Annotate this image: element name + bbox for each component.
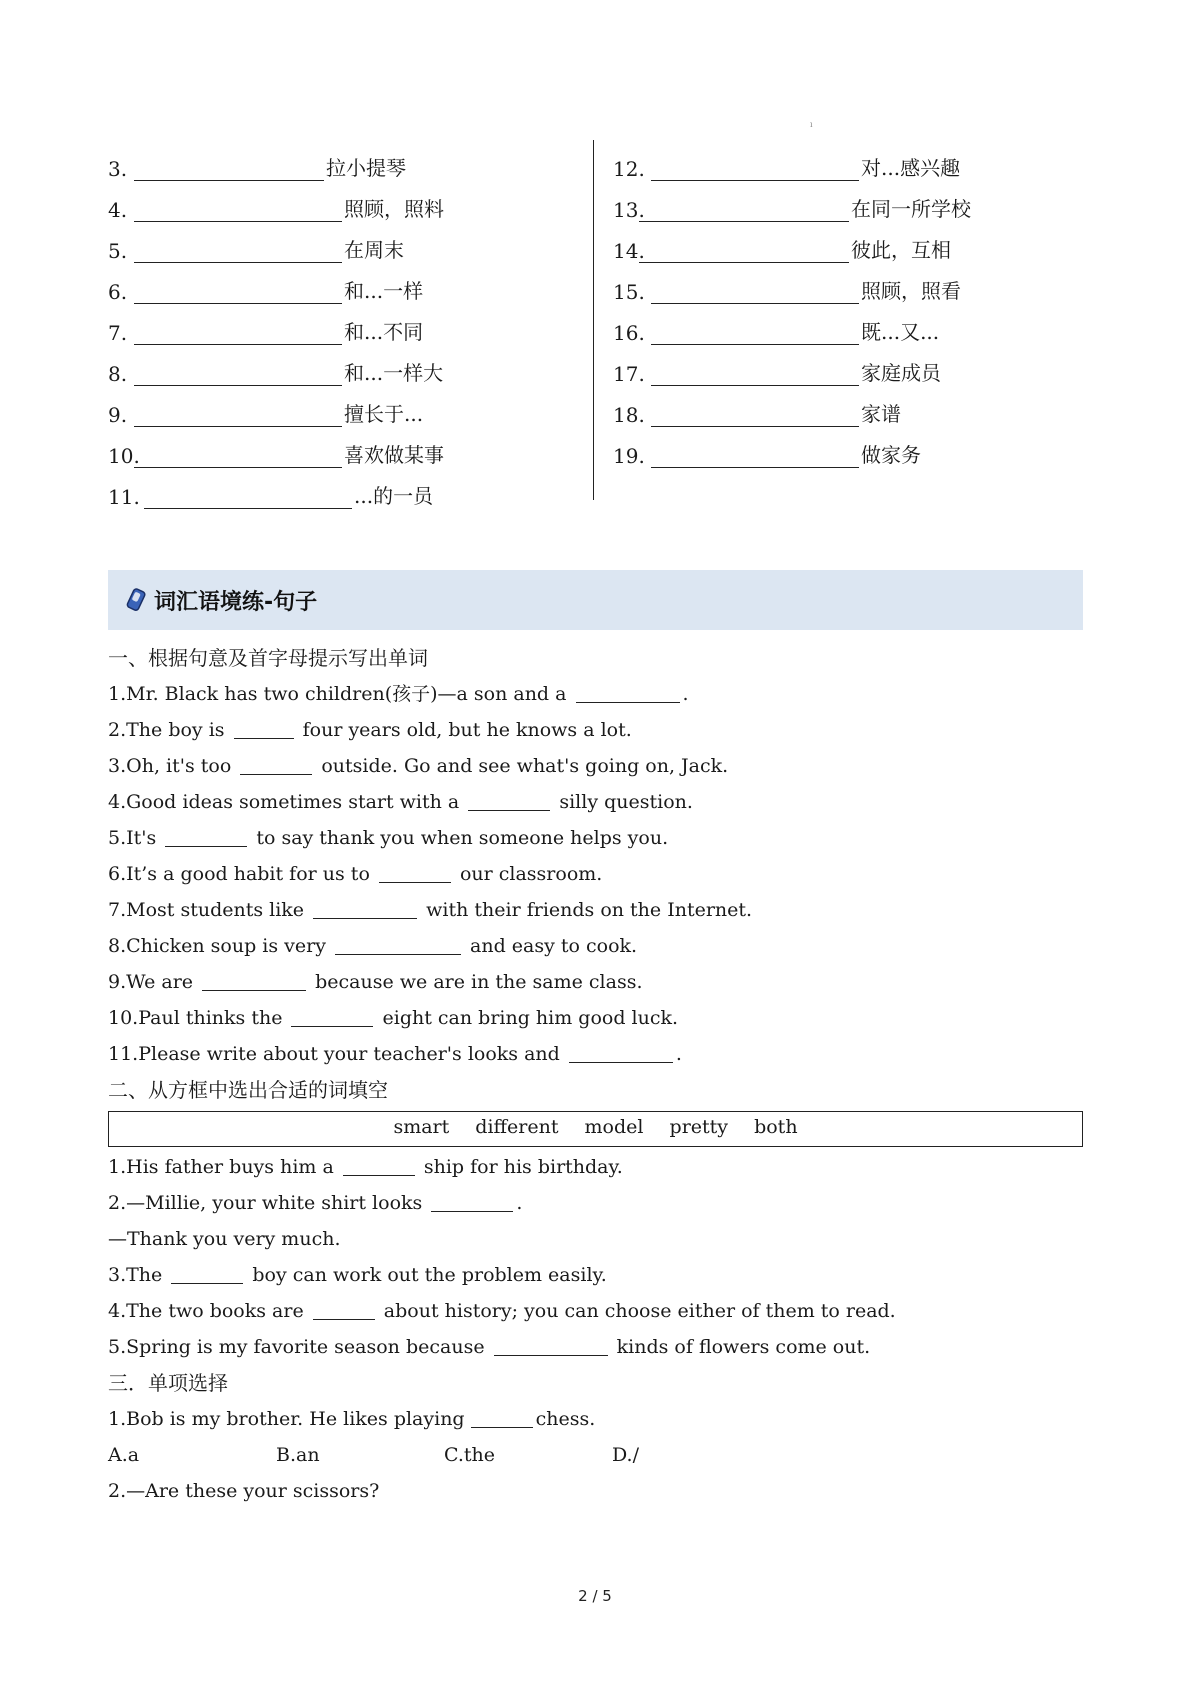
item-number: 4.: [108, 198, 128, 222]
question-text: 3.The: [108, 1264, 169, 1286]
question-line: [108, 892, 1083, 928]
vocab-row: [613, 345, 1083, 386]
question-line: 2.—Are these your scissors?: [108, 1480, 380, 1502]
item-number: 14.: [613, 239, 645, 263]
question-text: 2.The boy is: [108, 719, 231, 741]
chinese-meaning: 照顾，照料: [344, 197, 444, 221]
question-line: [108, 964, 1083, 1000]
vocab-right-column: [613, 140, 1083, 468]
question-line: [108, 1221, 1083, 1257]
answer-blank[interactable]: [651, 281, 859, 304]
question-text: 1.His father buys him a: [108, 1156, 340, 1178]
item-number: 16.: [613, 321, 645, 345]
vocab-row: [108, 345, 578, 386]
chinese-meaning: 拉小提琴: [326, 156, 406, 180]
question-text: 5.Spring is my favorite season because: [108, 1336, 491, 1358]
item-number: 12.: [613, 157, 645, 181]
vocab-row: [613, 304, 1083, 345]
question-text: —Thank you very much.: [108, 1228, 341, 1250]
item-number: 13.: [613, 198, 645, 222]
item-number: 6.: [108, 280, 128, 304]
question-line: [108, 1185, 1083, 1221]
question-line: [108, 928, 1083, 964]
item-number: 5.: [108, 239, 128, 263]
vocab-row: [613, 140, 1083, 181]
chinese-meaning: ...的一员: [354, 484, 434, 508]
question-text: 1.Bob is my brother. He likes playing: [108, 1408, 471, 1430]
question-text: boy can work out the problem easily.: [246, 1264, 607, 1286]
column-divider: [593, 140, 594, 500]
chinese-meaning: 对...感兴趣: [861, 156, 961, 180]
answer-blank[interactable]: [202, 968, 306, 991]
answer-blank[interactable]: [639, 199, 849, 222]
part1-heading: 一、根据句意及首字母提示写出单词: [108, 646, 428, 670]
answer-blank[interactable]: [379, 860, 451, 883]
question-line: [108, 676, 1083, 712]
section-title: 词汇语境练-句子: [154, 589, 318, 615]
question-line: [108, 1257, 1083, 1293]
question-text: 4.The two books are: [108, 1300, 310, 1322]
vocab-row: [108, 386, 578, 427]
chinese-meaning: 和...一样大: [344, 361, 444, 385]
question-text: 2.—Millie, your white shirt looks: [108, 1192, 429, 1214]
question-line: [108, 784, 1083, 820]
question-text: and easy to cook.: [463, 935, 638, 957]
item-number: 7.: [108, 321, 128, 345]
answer-blank[interactable]: [134, 322, 342, 345]
question-line: [108, 1401, 1083, 1437]
answer-blank[interactable]: [313, 896, 417, 919]
question-text: about history; you can choose either of them to read.: [377, 1300, 896, 1322]
question-text: 5.It's: [108, 827, 163, 849]
question-text: because we are in the same class.: [309, 971, 643, 993]
answer-blank[interactable]: [291, 1004, 373, 1027]
question-line: [108, 1149, 1083, 1185]
chinese-meaning: 和...一样: [344, 279, 424, 303]
question-text: .: [675, 1043, 682, 1065]
item-number: 10.: [108, 444, 140, 468]
question-text: silly question.: [553, 791, 693, 813]
answer-blank[interactable]: [144, 486, 352, 509]
chinese-meaning: 做家务: [861, 443, 921, 467]
answer-blank[interactable]: [639, 240, 849, 263]
page-mark: ı: [810, 120, 813, 129]
answer-blank[interactable]: [651, 363, 859, 386]
question-text: outside. Go and see what's going on, Jack.: [315, 755, 729, 777]
chinese-meaning: 在同一所学校: [851, 197, 971, 221]
answer-blank[interactable]: [240, 752, 312, 775]
question-text: 10.Paul thinks the: [108, 1007, 289, 1029]
chinese-meaning: 既...又...: [861, 320, 940, 344]
question-text: our classroom.: [453, 863, 603, 885]
question-text: to say thank you when someone helps you.: [250, 827, 669, 849]
answer-blank[interactable]: [569, 1040, 673, 1063]
item-number: 3.: [108, 157, 128, 181]
word-bank-item: different: [475, 1116, 559, 1138]
chinese-meaning: 家庭成员: [861, 361, 941, 385]
vocab-row: [108, 468, 578, 509]
answer-blank[interactable]: [335, 932, 461, 955]
vocab-row: [613, 263, 1083, 304]
question-text: 1.Mr. Black has two children(孩子)—a son and a: [108, 683, 573, 705]
question-text: 9.We are: [108, 971, 200, 993]
option-d[interactable]: D./: [612, 1444, 639, 1466]
answer-blank[interactable]: [134, 240, 342, 263]
question-line: [108, 1293, 1083, 1329]
chinese-meaning: 喜欢做某事: [344, 443, 444, 467]
vocab-row: [613, 181, 1083, 222]
answer-blank[interactable]: [134, 363, 342, 386]
vocab-two-column: [108, 140, 1080, 509]
section-banner: [108, 570, 1083, 630]
part2-heading: 二、从方框中选出合适的词填空: [108, 1078, 388, 1102]
question-text: ship for his birthday.: [417, 1156, 623, 1178]
vocab-row: [613, 427, 1083, 468]
vocab-row: [108, 181, 578, 222]
item-number: 19.: [613, 444, 645, 468]
vocab-row: [108, 263, 578, 304]
question-text: 11.Please write about your teacher's looks and: [108, 1043, 566, 1065]
question-line: [108, 856, 1083, 892]
option-c[interactable]: C.the: [444, 1444, 496, 1466]
item-number: 8.: [108, 362, 128, 386]
question-text: kinds of flowers come out.: [610, 1336, 871, 1358]
vocab-left-column: [108, 140, 578, 509]
answer-blank[interactable]: [471, 1405, 533, 1428]
vocab-row: [108, 427, 578, 468]
answer-blank[interactable]: [165, 824, 247, 847]
answer-blank[interactable]: [171, 1261, 243, 1284]
question-text: 7.Most students like: [108, 899, 311, 921]
question-line: [108, 1329, 1083, 1365]
question-text: .: [682, 683, 689, 705]
chinese-meaning: 家谱: [861, 402, 901, 426]
chinese-meaning: 在周末: [344, 238, 404, 262]
question-text: 3.Oh, it's too: [108, 755, 238, 777]
word-bank-box: [108, 1111, 1083, 1147]
choice-options: [108, 1437, 1083, 1473]
question-text: with their friends on the Internet.: [420, 899, 753, 921]
question-text: chess.: [535, 1408, 596, 1430]
option-b[interactable]: B.an: [276, 1444, 320, 1466]
exercise-content: [108, 640, 1083, 1509]
answer-blank[interactable]: [651, 322, 859, 345]
item-number: 18.: [613, 403, 645, 427]
question-line: [108, 820, 1083, 856]
answer-blank[interactable]: [651, 404, 859, 427]
answer-blank[interactable]: [134, 199, 342, 222]
chinese-meaning: 擅长于...: [344, 402, 424, 426]
answer-blank[interactable]: [494, 1333, 608, 1356]
answer-blank[interactable]: [134, 158, 324, 181]
item-number: 15.: [613, 280, 645, 304]
answer-blank[interactable]: [343, 1153, 415, 1176]
question-line: [108, 712, 1083, 748]
answer-blank[interactable]: [576, 680, 680, 703]
vocab-row: [108, 140, 578, 181]
question-text: 8.Chicken soup is very: [108, 935, 332, 957]
pencil-icon: [124, 587, 150, 613]
word-bank-item: both: [754, 1116, 798, 1138]
answer-blank[interactable]: [134, 404, 342, 427]
chinese-meaning: 彼此，互相: [851, 238, 951, 262]
question-line: [108, 1036, 1083, 1072]
question-text: four years old, but he knows a lot.: [296, 719, 632, 741]
vocab-row: [108, 222, 578, 263]
item-number: 11.: [108, 485, 140, 509]
answer-blank[interactable]: [234, 716, 294, 739]
chinese-meaning: 和...不同: [344, 320, 424, 344]
answer-blank[interactable]: [431, 1189, 513, 1212]
answer-blank[interactable]: [313, 1297, 375, 1320]
question-text: .: [516, 1192, 523, 1214]
vocab-row: [613, 386, 1083, 427]
question-text: eight can bring him good luck.: [376, 1007, 679, 1029]
answer-blank[interactable]: [468, 788, 550, 811]
answer-blank[interactable]: [134, 445, 342, 468]
word-bank-item: model: [584, 1116, 644, 1138]
question-text: 4.Good ideas sometimes start with a: [108, 791, 466, 813]
word-bank-item: smart: [393, 1116, 450, 1138]
vocab-row: [108, 304, 578, 345]
item-number: 9.: [108, 403, 128, 427]
question-line: [108, 1000, 1083, 1036]
item-number: 17.: [613, 362, 645, 386]
question-text: 6.It’s a good habit for us to: [108, 863, 376, 885]
answer-blank[interactable]: [134, 281, 342, 304]
word-bank-item: pretty: [669, 1116, 729, 1138]
part3-heading: 三．单项选择: [108, 1371, 228, 1395]
question-line: [108, 748, 1083, 784]
chinese-meaning: 照顾，照看: [861, 279, 961, 303]
page-number: 2 / 5: [578, 1587, 612, 1605]
vocab-row: [613, 222, 1083, 263]
answer-blank[interactable]: [651, 445, 859, 468]
option-a[interactable]: A.a: [108, 1444, 140, 1466]
answer-blank[interactable]: [651, 158, 859, 181]
